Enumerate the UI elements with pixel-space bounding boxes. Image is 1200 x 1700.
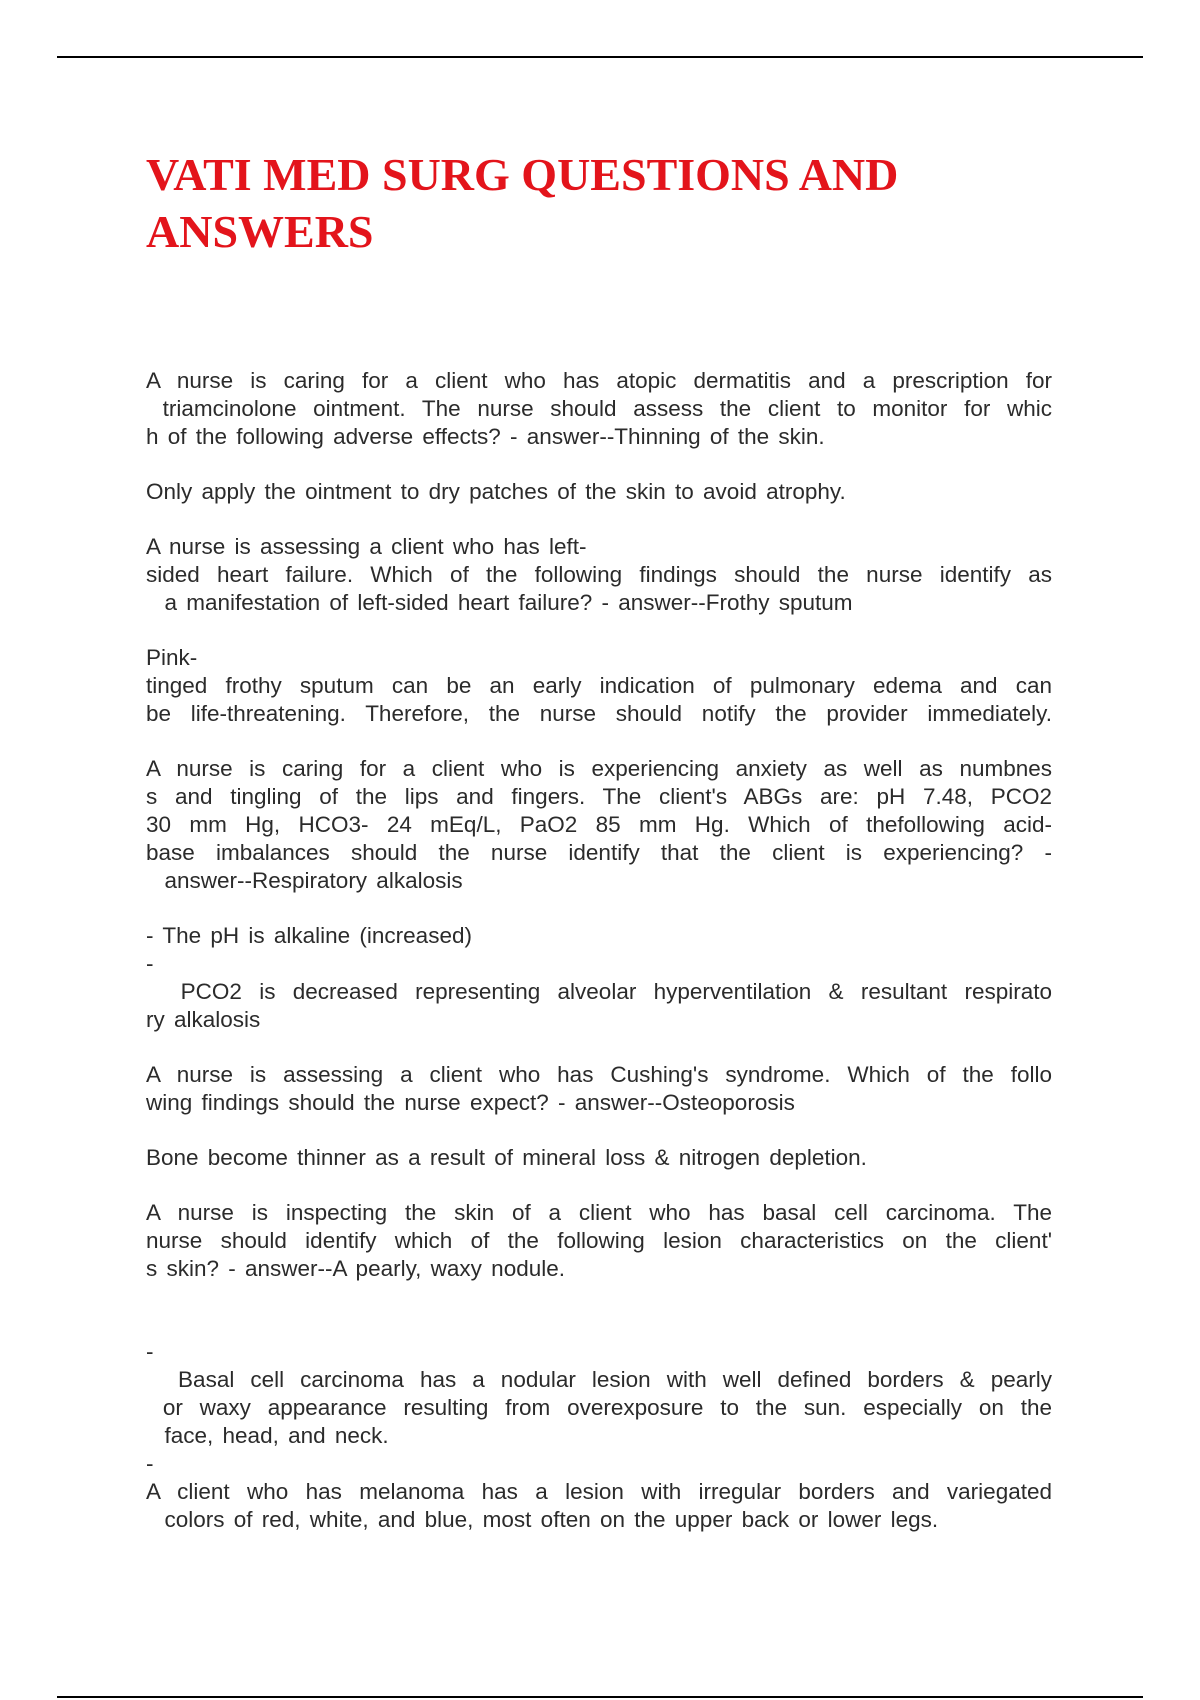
text-line: 30 mm Hg, HCO3- 24 mEq/L, PaO2 85 mm Hg. Which of thefollowing acid- <box>146 812 1052 837</box>
bottom-rule <box>57 1696 1143 1698</box>
text-line: - The pH is alkaline (increased) <box>146 923 472 948</box>
text-line: PCO2 is decreased representing alveolar hyperventilation & resultant respirato <box>146 979 1052 1004</box>
text-line: A nurse is caring for a client who has atopic dermatitis and a prescription for <box>146 368 1052 393</box>
title-line: ANSWERS <box>146 206 374 257</box>
question-paragraph <box>146 755 1052 895</box>
text-line: Basal cell carcinoma has a nodular lesion with well defined borders & pearly <box>146 1367 1052 1392</box>
paragraph-gap <box>146 728 1052 755</box>
text-line: a manifestation of left-sided heart failure? - answer--Frothy sputum <box>146 590 853 615</box>
text-line: ry alkalosis <box>146 1007 261 1032</box>
title-line: VATI MED SURG QUESTIONS AND <box>146 149 899 200</box>
rationale-paragraph <box>146 478 1052 506</box>
text-line: Pink- <box>146 645 198 670</box>
text-line: A nurse is inspecting the skin of a client who has basal cell carcinoma. The <box>146 1200 1052 1225</box>
text-line: base imbalances should the nurse identify that the client is experiencing? - <box>146 840 1052 865</box>
paragraph-gap <box>146 895 1052 922</box>
top-rule <box>57 56 1143 58</box>
text-line: A nurse is assessing a client who has Cushing's syndrome. Which of the follo <box>146 1062 1052 1087</box>
text-line: s and tingling of the lips and fingers. The client's ABGs are: pH 7.48, PCO2 <box>146 784 1052 809</box>
paragraph-gap <box>146 1283 1052 1338</box>
text-line: Bone become thinner as a result of mineral loss & nitrogen depletion. <box>146 1145 867 1170</box>
question-paragraph <box>146 367 1052 451</box>
text-line: be life-threatening. Therefore, the nurse should notify the provider immediately. <box>146 701 1052 726</box>
rationale-paragraph <box>146 644 1052 728</box>
question-paragraph <box>146 1061 1052 1117</box>
paragraph-gap <box>146 506 1052 533</box>
text-line: nurse should identify which of the following lesion characteristics on the client' <box>146 1228 1052 1253</box>
text-line: wing findings should the nurse expect? - answer--Osteoporosis <box>146 1090 795 1115</box>
text-line: colors of red, white, and blue, most often on the upper back or lower legs. <box>146 1507 939 1532</box>
text-line: s skin? - answer--A pearly, waxy nodule. <box>146 1256 566 1281</box>
paragraph-gap <box>146 1172 1052 1199</box>
text-line: - <box>146 951 154 976</box>
text-line: answer--Respiratory alkalosis <box>146 868 463 893</box>
document-title <box>146 146 1096 260</box>
rationale-paragraph <box>146 1338 1052 1534</box>
text-line: A nurse is caring for a client who is experiencing anxiety as well as numbnes <box>146 756 1052 781</box>
text-line: - <box>146 1339 154 1364</box>
text-line: triamcinolone ointment. The nurse should assess the client to monitor for whic <box>146 396 1052 421</box>
text-line: h of the following adverse effects? - answer--Thinning of the skin. <box>146 424 825 449</box>
text-line: face, head, and neck. <box>146 1423 389 1448</box>
paragraph-gap <box>146 1117 1052 1144</box>
text-line: sided heart failure. Which of the following findings should the nurse identify as <box>146 562 1052 587</box>
paragraph-gap <box>146 617 1052 644</box>
text-line: - <box>146 1451 154 1476</box>
rationale-paragraph <box>146 1144 1052 1172</box>
paragraph-gap <box>146 1034 1052 1061</box>
text-line: or waxy appearance resulting from overexposure to the sun. especially on the <box>146 1395 1052 1420</box>
paragraph-gap <box>146 451 1052 478</box>
question-paragraph <box>146 1199 1052 1283</box>
rationale-paragraph <box>146 922 1052 1034</box>
question-paragraph <box>146 533 1052 617</box>
text-line: Only apply the ointment to dry patches of the skin to avoid atrophy. <box>146 479 846 504</box>
text-line: tinged frothy sputum can be an early indication of pulmonary edema and can <box>146 673 1052 698</box>
text-line: A client who has melanoma has a lesion with irregular borders and variegated <box>146 1479 1052 1504</box>
text-line: A nurse is assessing a client who has left- <box>146 534 587 559</box>
document-body <box>146 367 1052 1534</box>
